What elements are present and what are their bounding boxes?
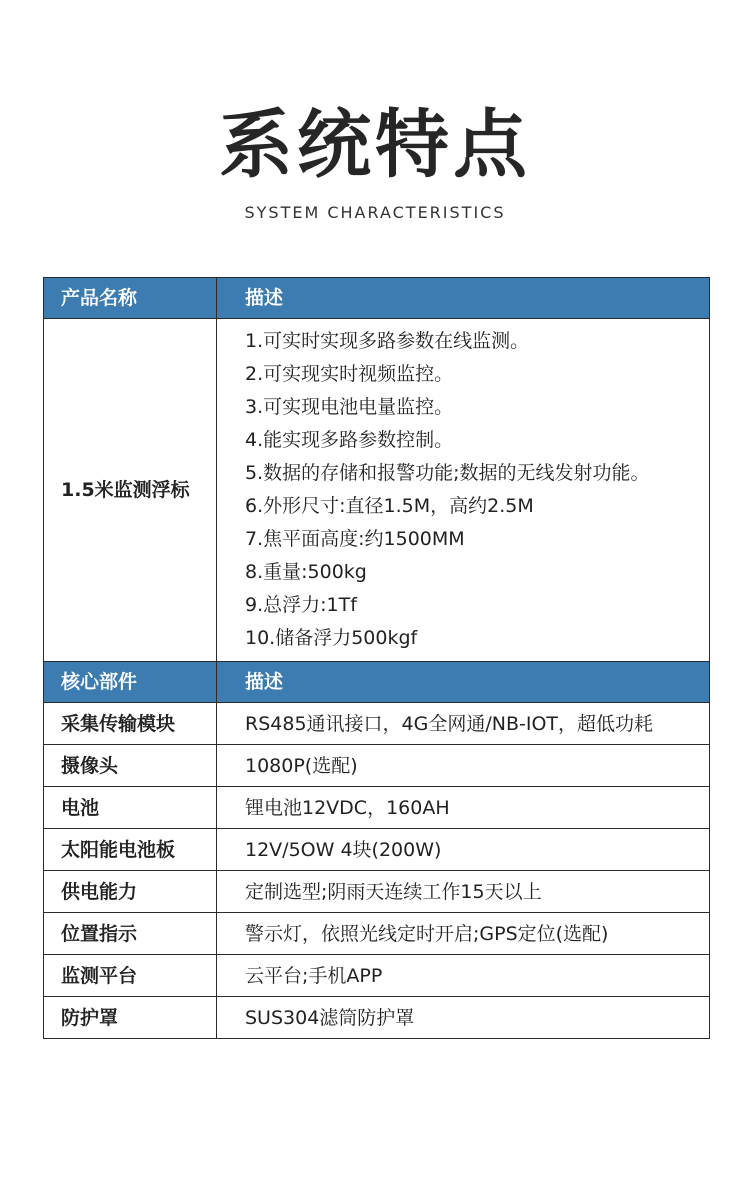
component-name-header: 核心部件	[44, 662, 217, 703]
component-name: 防护罩	[44, 997, 217, 1039]
table-row	[44, 745, 710, 787]
product-name-header: 产品名称	[44, 278, 217, 319]
component-desc: 1080P(选配)	[217, 745, 710, 787]
component-desc: 云平台;手机APP	[217, 955, 710, 997]
component-name: 供电能力	[44, 871, 217, 913]
page-subtitle: SYSTEM CHARACTERISTICS	[244, 203, 506, 222]
table-row	[44, 997, 710, 1039]
component-name: 监测平台	[44, 955, 217, 997]
desc-item: 4.能实现多路参数控制。	[245, 429, 454, 451]
desc-item: 6.外形尺寸:直径1.5M，高约2.5M	[245, 495, 534, 517]
component-name: 位置指示	[44, 913, 217, 955]
component-desc: SUS304滤筒防护罩	[217, 997, 710, 1039]
product-desc-cell	[217, 319, 710, 662]
desc-item: 9.总浮力:1Tf	[245, 594, 357, 616]
component-name: 采集传输模块	[44, 703, 217, 745]
desc-item: 5.数据的存储和报警功能;数据的无线发射功能。	[245, 462, 650, 484]
table-row	[44, 955, 710, 997]
table-row	[44, 829, 710, 871]
product-header-row	[44, 278, 710, 319]
table-row	[44, 703, 710, 745]
component-desc: RS485通讯接口，4G全网通/NB-IOT，超低功耗	[217, 703, 710, 745]
product-desc-list	[245, 325, 709, 655]
component-name: 电池	[44, 787, 217, 829]
component-name: 摄像头	[44, 745, 217, 787]
product-name-cell: 1.5米监测浮标	[44, 319, 217, 662]
table-row	[44, 913, 710, 955]
desc-item: 7.焦平面高度:约1500MM	[245, 528, 465, 550]
component-name: 太阳能电池板	[44, 829, 217, 871]
table-row	[44, 871, 710, 913]
desc-item: 1.可实时实现多路参数在线监测。	[245, 330, 530, 352]
product-desc-header: 描述	[217, 278, 710, 319]
product-row	[44, 319, 710, 662]
spec-table	[43, 277, 710, 1039]
table-row	[44, 787, 710, 829]
component-desc-header: 描述	[217, 662, 710, 703]
component-header-row	[44, 662, 710, 703]
desc-item: 2.可实现实时视频监控。	[245, 363, 454, 385]
page-title: 系统特点	[219, 102, 531, 188]
component-desc: 警示灯，依照光线定时开启;GPS定位(选配)	[217, 913, 710, 955]
component-desc: 定制选型;阴雨天连续工作15天以上	[217, 871, 710, 913]
desc-item: 10.储备浮力500kgf	[245, 627, 418, 649]
desc-item: 3.可实现电池电量监控。	[245, 396, 454, 418]
desc-item: 8.重量:500kg	[245, 561, 367, 583]
component-desc: 12V/5OW 4块(200W)	[217, 829, 710, 871]
component-desc: 锂电池12VDC，160AH	[217, 787, 710, 829]
